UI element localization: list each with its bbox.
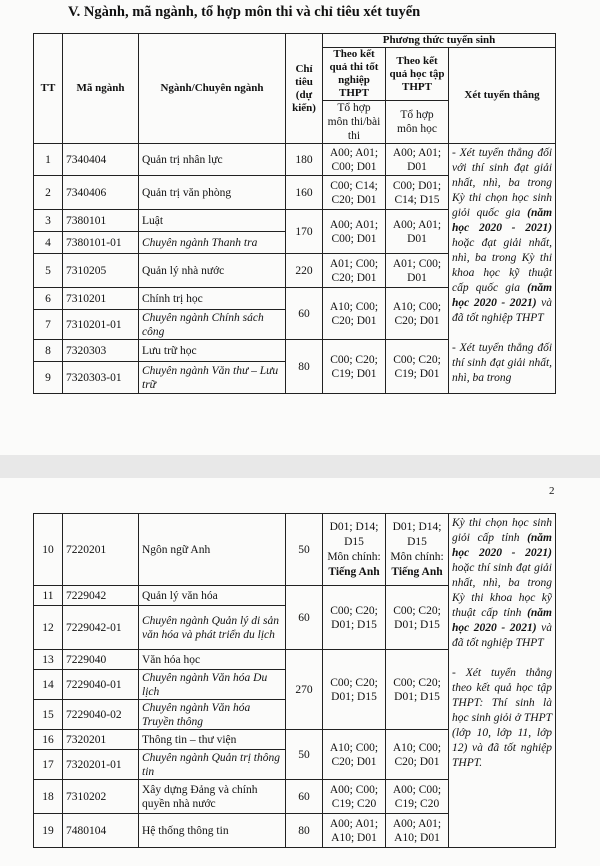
col-header-ma-nganh: Mã ngành	[63, 34, 139, 144]
table-row: 5 7310205 Quản lý nhà nước 220 A01; C00; C20; D01 A01; C00; D01	[34, 254, 556, 288]
xet-tuyen-thang-note: - Xét tuyển thẳng đối với thí sinh đạt giải nhất, nhì, ba trong Kỳ thi chọn học sinh giỏi quốc gia (năm học 2020 - 2021) hoặc đạt giải nhất, nhì, ba trong Kỳ thi khoa học kỹ thuật cấp quốc gia (năm học 2020 - 2021) và đã tốt nghiệp THPT - Xét tuyển thẳng đối thí sinh đạt giải nhất, nhì, ba trong	[449, 144, 556, 394]
col-header-xet-thang: Xét tuyển thẳng	[449, 48, 556, 144]
table-row: 16 7320201 Thông tin – thư viện 50 A10; C00; C20; D01 A10; C00; C20; D01	[34, 730, 556, 750]
table-row: 18 7310202 Xây dựng Đảng và chính quyền nhà nước 60 A00; C00; C19; C20 A00; C00; C19; C20	[34, 780, 556, 814]
table-row: 8 7320303 Lưu trữ học 80 C00; C20; C19; D01 C00; C20; C19; D01	[34, 340, 556, 362]
subheader-to-hop-thi: Tổ hợp môn thi/bài thi	[323, 101, 386, 144]
col-header-tt: TT	[34, 34, 63, 144]
table-row: 14 7229040-01 Chuyên ngành Văn hóa Du lịch	[34, 670, 556, 700]
chi-tieu-value: 180	[286, 144, 323, 176]
table-row: 19 7480104 Hệ thống thông tin 80 A00; A01; A10; D01 A00; A01; A10; D01	[34, 814, 556, 848]
admission-table-page-2	[33, 513, 556, 848]
xet-tuyen-thang-note-continued: Kỳ thi chọn học sinh giỏi cấp tỉnh (năm học 2020 - 2021) hoặc thí sinh đạt giải nhất, nhì, ba trong Kỳ thi khoa học kỹ thuật cấp tỉnh (năm học 2020 - 2021) và đã tốt nghiệp THPT - Xét tuyển thẳng theo kết quả học tập THPT: Thí sinh là học sinh giỏi ở THPT (lớp 10, lớp 11, lớp 12) và đã tốt nghiệp THPT.	[449, 514, 556, 848]
table-row: 3 7380101 Luật 170 A00; A01; C00; D01 A00; A01; D01	[34, 210, 556, 232]
table-row: 2 7340406 Quản trị văn phòng 160 C00; C14; C20; D01 C00; D01; C14; D15	[34, 176, 556, 210]
table-row: 15 7229040-02 Chuyên ngành Văn hóa Truyền thông	[34, 700, 556, 730]
table-row: 11 7229042 Quản lý văn hóa 60 C00; C20; D01; D15 C00; C20; D01; D15	[34, 586, 556, 606]
subheader-to-hop-hoc: Tổ hợp môn học	[386, 101, 449, 144]
col-header-theo-thi: Theo kết quả thi tốt nghiệp THPT	[323, 48, 386, 101]
page-number: 2	[549, 485, 555, 497]
table-row: 17 7320201-01 Chuyên ngành Quản trị thông tin	[34, 750, 556, 780]
table-row: 6 7310201 Chính trị học 60 A10; C00; C20; D01 A10; C00; C20; D01	[34, 288, 556, 310]
col-header-phuong-thuc: Phương thức tuyển sinh	[323, 34, 556, 48]
table-row: 9 7320303-01 Chuyên ngành Văn thư – Lưu trữ	[34, 362, 556, 394]
table-row: 10 7220201 Ngôn ngữ Anh 50 D01; D14; D15 Môn chính: Tiếng Anh D01; D14; D15 Môn chính: Tiếng Anh Kỳ thi chọn học sinh giỏi cấp tỉnh (năm học 2020 - 2021) hoặc thí sinh đạt giải nhất, nhì, ba trong Kỳ thi khoa học kỹ thuật cấp tỉnh (năm học 2020 - 2021) và đã tốt nghiệp THPT - Xét tuyển thẳng theo kết quả học tập THPT: Thí sinh là học sinh giỏi ở THPT (lớp 10, lớp 11, lớp 12) và đã tốt nghiệp THPT.	[34, 514, 556, 586]
table-row: 4 7380101-01 Chuyên ngành Thanh tra	[34, 232, 556, 254]
col-header-theo-hoc-tap: Theo kết quả học tập THPT	[386, 48, 449, 101]
section-heading: V. Ngành, mã ngành, tổ hợp môn thi và chỉ tiêu xét tuyển	[68, 4, 421, 20]
table-row: 7 7310201-01 Chuyên ngành Chính sách công	[34, 310, 556, 340]
col-header-chi-tieu: Chỉ tiêu (dự kiến)	[286, 34, 323, 144]
table-row: 1 7340404 Quản trị nhân lực 180 A00; A01; C00; D01 A00; A01; D01 - Xét tuyển thẳng đối với thí sinh đạt giải nhất, nhì, ba trong Kỳ thi chọn học sinh giỏi quốc gia (năm học 2020 - 2021) hoặc đạt giải nhất, nhì, ba trong Kỳ thi khoa học kỹ thuật cấp quốc gia (năm học 2020 - 2021) và đã tốt nghiệp THPT - Xét tuyển thẳng đối thí sinh đạt giải nhất, nhì, ba trong	[34, 144, 556, 176]
admission-table-page-1	[33, 33, 556, 394]
table-row: 12 7229042-01 Chuyên ngành Quản lý di sản văn hóa và phát triển du lịch	[34, 606, 556, 650]
table-row: 13 7229040 Văn hóa học 270 C00; C20; D01; D15 C00; C20; D01; D15	[34, 650, 556, 670]
col-header-nganh: Ngành/Chuyên ngành	[139, 34, 286, 144]
